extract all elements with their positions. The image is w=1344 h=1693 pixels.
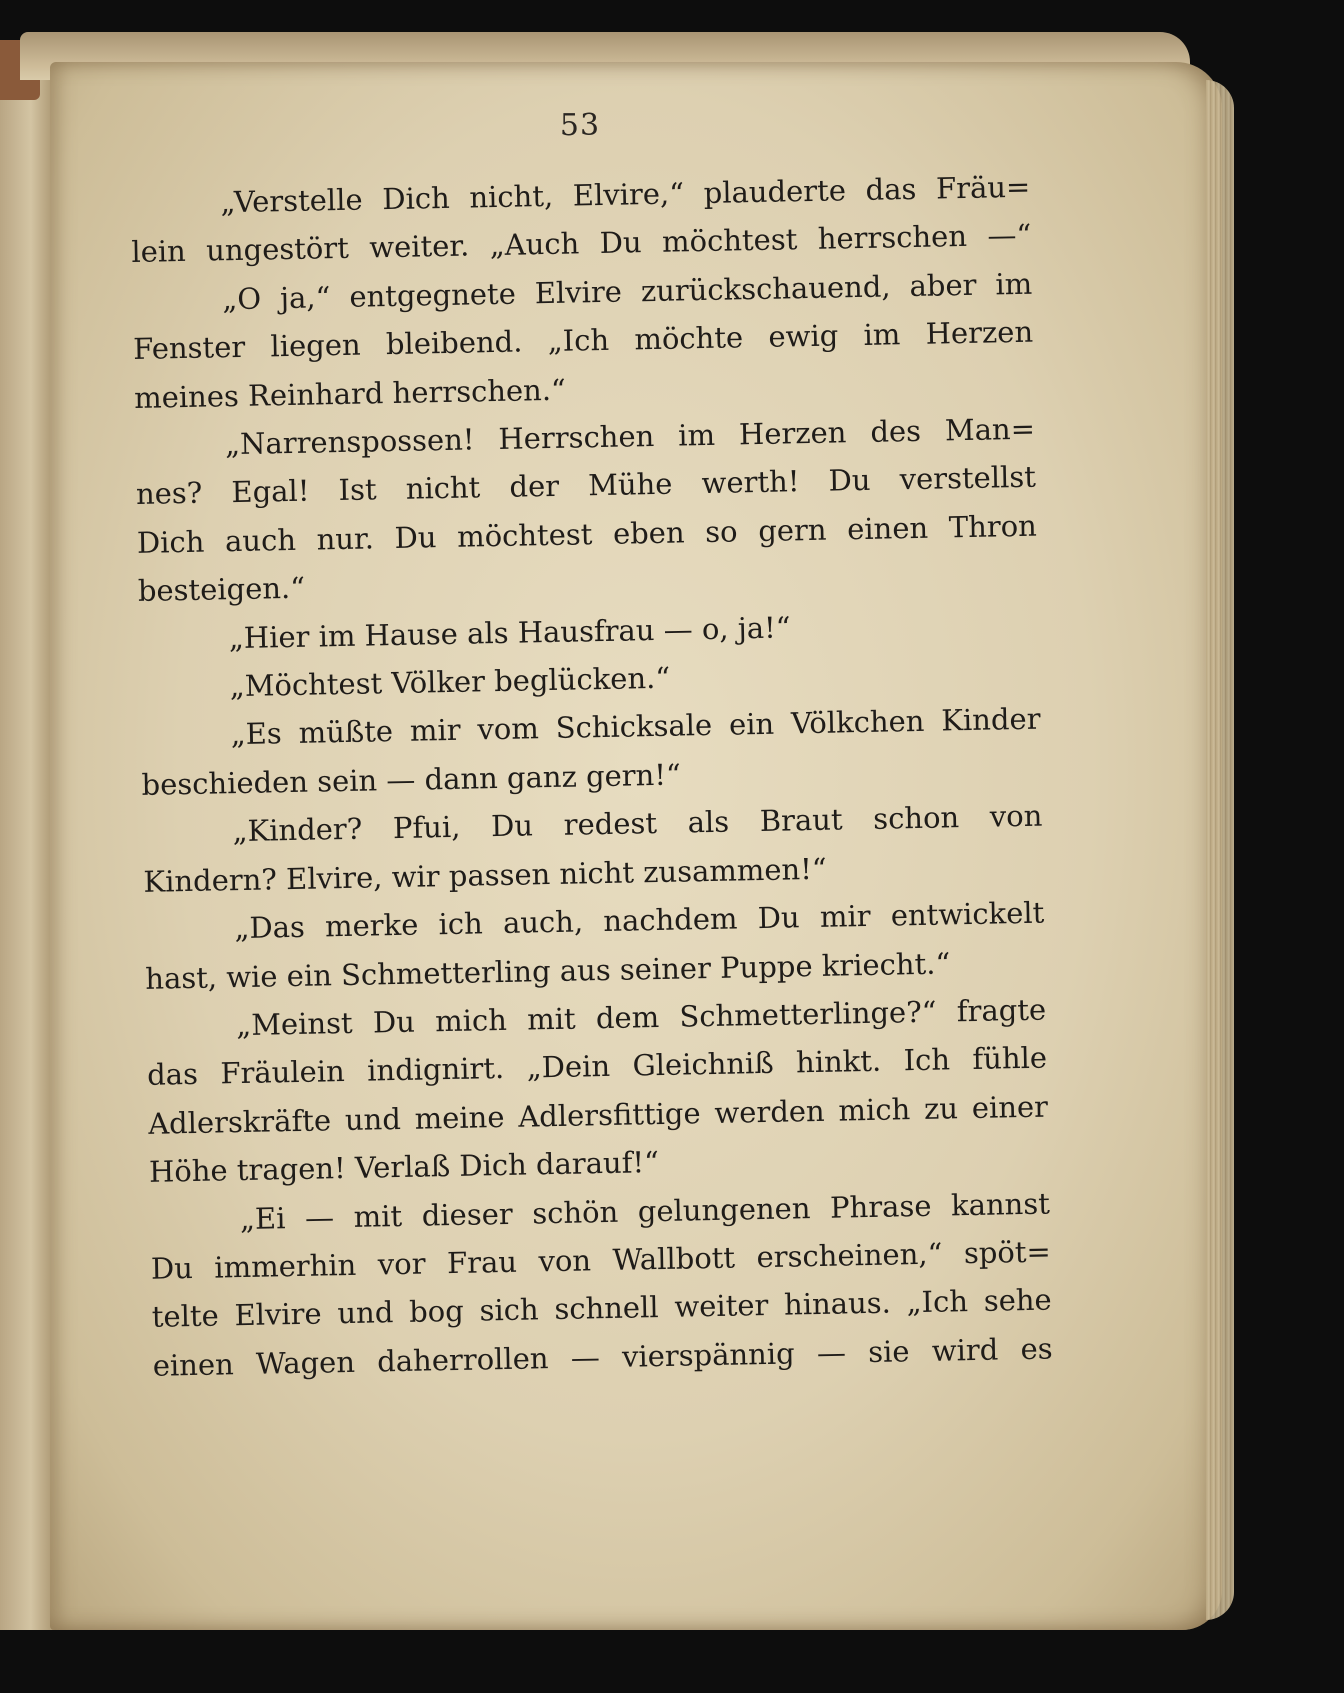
text-line: „Hier im Hause als Hausfrau — o, ja!“: [228, 610, 791, 655]
page-fore-edge: [1206, 80, 1234, 1620]
text-line: Kindern? Elvire, wir passen nicht zusammen!“: [143, 851, 827, 899]
text-line: nes? Egal! Ist nicht der Mühe werth! Du verstellst: [135, 460, 1037, 512]
text-line: Dich auch nur. Du möchtest eben so gern einen Thron: [136, 508, 1038, 560]
text-line: „Meinst Du mich mit dem Schmetterlinge?“ fragte: [235, 992, 1047, 1043]
text-line: telte Elvire und bog sich schnell weiter hinaus. „Ich sehe: [151, 1282, 1052, 1335]
page-text: [130, 163, 1053, 1390]
text-line: „Es müßte mir vom Schicksale ein Völkchen Kinder: [230, 702, 1041, 752]
text-line: das Fräulein indignirt. „Dein Gleichniß hinkt. Ich fühle: [146, 1040, 1048, 1093]
text-line: „Narrenspossen! Herrschen im Herzen des Man=: [224, 411, 1036, 462]
page-number: 53: [559, 108, 601, 143]
text-line: Adlerskräfte und meine Adlersfittige werden mich zu einer: [147, 1089, 1049, 1141]
text-line: Fenster liegen bleibend. „Ich möchte ewig im Herzen: [132, 314, 1034, 367]
text-line: besteigen.“: [137, 570, 306, 609]
text-line: „Das merke ich auch, nachdem Du mir entwickelt: [234, 895, 1045, 946]
text-line: lein ungestört weiter. „Auch Du möchtest herrschen —“: [131, 218, 1032, 270]
text-line: einen Wagen daherrollen — vierspännig — sie wird es: [152, 1331, 1053, 1383]
text-line: „Verstelle Dich nicht, Elvire,“ plauderte das Fräu=: [220, 169, 1031, 220]
text-line: hast, wie ein Schmetterling aus seiner Puppe kriecht.“: [145, 945, 951, 996]
text-line: „O ja,“ entgegnete Elvire zurückschauend, aber im: [221, 266, 1033, 317]
text-line: beschieden sein — dann ganz gern!“: [141, 757, 682, 802]
text-line: Du immerhin vor Frau von Wallbott erscheinen,“ spöt=: [150, 1234, 1052, 1286]
text-line: „Möchtest Völker beglücken.“: [229, 660, 671, 704]
text-line: Höhe tragen! Verlaß Dich darauf!“: [148, 1145, 660, 1189]
text-line: meines Reinhard herrschen.“: [133, 372, 567, 415]
text-line: „Ei — mit dieser schön gelungenen Phrase kannst: [239, 1186, 1051, 1236]
text-line: „Kinder? Pfui, Du redest als Braut schon von: [232, 798, 1043, 849]
